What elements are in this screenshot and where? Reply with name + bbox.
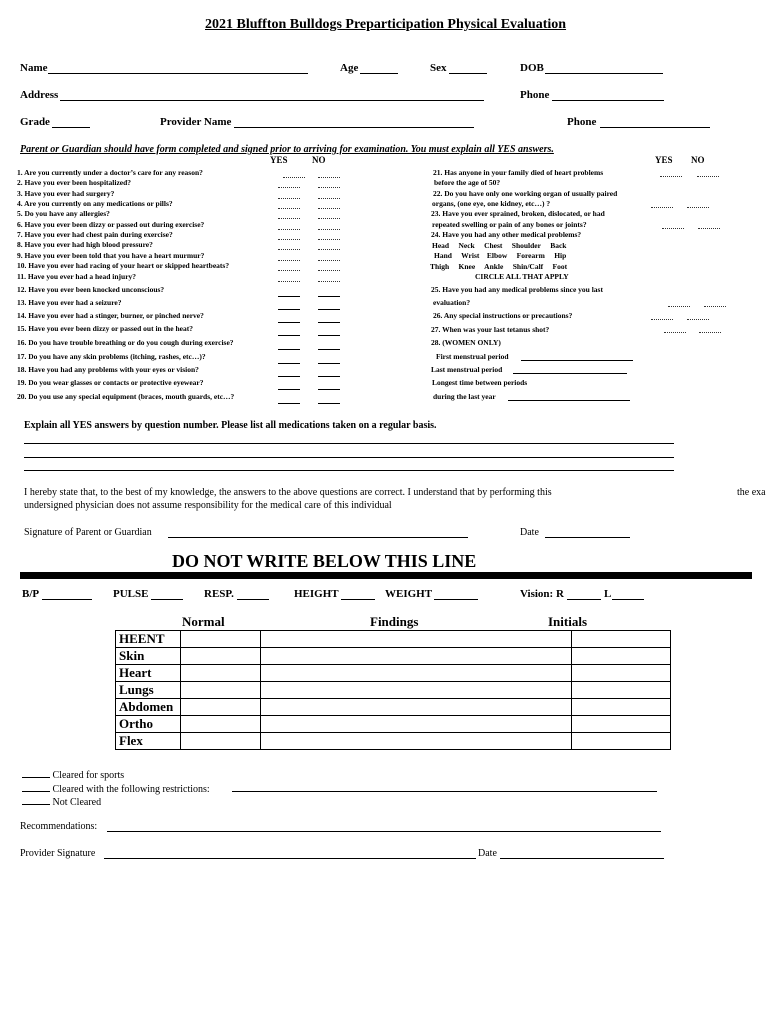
yes-answer-field[interactable]	[278, 208, 300, 209]
right-question-label: 27. When was your last tetanus shot?	[431, 325, 550, 334]
question-label: 13. Have you ever had a seizure?	[17, 298, 122, 307]
yes-answer-field[interactable]	[278, 403, 300, 404]
no-answer-field[interactable]	[318, 322, 340, 323]
parent-date-field[interactable]	[545, 537, 630, 538]
grade-field[interactable]	[52, 127, 90, 128]
do-not-write-heading: DO NOT WRITE BELOW THIS LINE	[172, 551, 477, 571]
normal-cell[interactable]	[181, 733, 261, 750]
yes-answer-field[interactable]	[278, 349, 300, 350]
exam-row	[116, 631, 671, 648]
right-question-label: 25. Have you had any medical problems since you last	[431, 285, 603, 294]
right-question-label: repeated swelling or pain of any bones or joints?	[432, 220, 587, 229]
vision-l-field[interactable]	[612, 599, 644, 600]
no-answer-field[interactable]	[318, 249, 340, 250]
right-no-header: NO	[691, 155, 705, 165]
initials-cell[interactable]	[572, 699, 671, 716]
no-answer-field[interactable]	[318, 403, 340, 404]
left-no-header: NO	[312, 155, 326, 165]
no-answer-field[interactable]	[318, 229, 340, 230]
no-answer-field[interactable]	[318, 218, 340, 219]
question-label: 15. Have you ever been dizzy or passed out in the heat?	[17, 324, 193, 333]
no-answer-field[interactable]	[318, 296, 340, 297]
yes-answer-field[interactable]	[278, 335, 300, 336]
no-answer-field[interactable]	[318, 198, 340, 199]
initials-cell[interactable]	[572, 631, 671, 648]
question-label: 3. Have you ever had surgery?	[17, 189, 115, 198]
findings-cell[interactable]	[261, 733, 572, 750]
yes-answer-field[interactable]	[278, 260, 300, 261]
question-label: 7. Have you ever had chest pain during exercise?	[17, 230, 173, 239]
normal-cell[interactable]	[181, 648, 261, 665]
no-answer-field[interactable]	[687, 207, 709, 208]
right-question-label: Thigh Knee Ankle Shin/Calf Foot	[430, 262, 568, 271]
no-answer-field[interactable]	[318, 177, 340, 178]
yes-answer-field[interactable]	[278, 376, 300, 377]
exam-row	[116, 699, 671, 716]
statement-line-1: I hereby state that, to the best of my knowledge, the answers to the above questions are correct. I understand that by performing this	[24, 487, 552, 498]
height-field[interactable]	[341, 599, 375, 600]
right-yes-header: YES	[655, 155, 673, 165]
normal-cell[interactable]	[181, 665, 261, 682]
page-title: 2021 Bluffton Bulldogs Preparticipation Physical Evaluation	[205, 17, 567, 32]
pulse-field[interactable]	[151, 599, 183, 600]
no-answer-field[interactable]	[318, 363, 340, 364]
normal-cell[interactable]	[181, 631, 261, 648]
question-label: 9. Have you ever been told that you have a heart murmur?	[17, 251, 205, 260]
phone-label: Phone	[520, 89, 550, 101]
phone-field[interactable]	[552, 100, 664, 101]
sex-label: Sex	[430, 62, 447, 74]
provider-date-label: Date	[478, 848, 497, 859]
parent-date-label: Date	[520, 527, 539, 538]
height-label: HEIGHT	[294, 588, 339, 600]
divider-bar	[20, 572, 752, 579]
question-label: 1. Are you currently under a doctor’s care for any reason?	[17, 168, 203, 177]
yes-answer-field[interactable]	[662, 228, 684, 229]
exam-row	[116, 682, 671, 699]
statement-overflow: the exa	[737, 487, 766, 498]
initials-cell[interactable]	[572, 665, 671, 682]
yes-answer-field[interactable]	[668, 306, 690, 307]
provider-signature-label: Provider Signature	[20, 848, 96, 859]
bp-field[interactable]	[42, 599, 92, 600]
findings-cell[interactable]	[261, 682, 572, 699]
no-answer-field[interactable]	[318, 281, 340, 282]
right-question-label: evaluation?	[433, 298, 471, 307]
clearance-label: Cleared for sports	[52, 770, 125, 781]
findings-header: Findings	[370, 614, 419, 629]
right-question-label: CIRCLE ALL THAT APPLY	[475, 272, 569, 281]
right-question-label: 26. Any special instructions or precautions?	[433, 311, 573, 320]
name-label: Name	[20, 62, 48, 74]
parent-signature-label: Signature of Parent or Guardian	[24, 527, 152, 538]
exam-row-label: Ortho	[116, 716, 181, 733]
menstrual-field[interactable]	[513, 373, 627, 374]
sex-field[interactable]	[449, 73, 487, 74]
findings-cell[interactable]	[261, 665, 572, 682]
right-question-label: before the age of 50?	[434, 178, 501, 187]
yes-answer-field[interactable]	[278, 363, 300, 364]
initials-cell[interactable]	[572, 648, 671, 665]
clearance-option[interactable]	[22, 781, 210, 795]
clearance-label: Not Cleared	[52, 797, 102, 808]
age-field[interactable]	[360, 73, 398, 74]
left-yes-header: YES	[270, 155, 288, 165]
address-label: Address	[20, 89, 59, 101]
no-answer-field[interactable]	[698, 228, 720, 229]
no-answer-field[interactable]	[318, 389, 340, 390]
explain-line[interactable]	[24, 470, 674, 471]
no-answer-field[interactable]	[318, 376, 340, 377]
weight-field[interactable]	[434, 599, 478, 600]
clearance-label: Cleared with the following restrictions:	[52, 784, 210, 795]
yes-answer-field[interactable]	[278, 249, 300, 250]
question-label: 10. Have you ever had racing of your heart or skipped heartbeats?	[17, 261, 230, 270]
no-answer-field[interactable]	[699, 332, 721, 333]
question-label: 19. Do you wear glasses or contacts or protective eyewear?	[17, 378, 204, 387]
yes-answer-field[interactable]	[651, 207, 673, 208]
right-question-label: Hand Wrist Elbow Forearm Hip	[434, 251, 567, 260]
menstrual-field[interactable]	[521, 360, 633, 361]
question-label: 4. Are you currently on any medications or pills?	[17, 199, 173, 208]
no-answer-field[interactable]	[318, 208, 340, 209]
exam-row	[116, 716, 671, 733]
provider-phone-label: Phone	[567, 116, 597, 128]
no-answer-field[interactable]	[318, 349, 340, 350]
resp-label: RESP.	[204, 588, 234, 600]
question-label: 5. Do you have any allergies?	[17, 209, 110, 218]
no-answer-field[interactable]	[697, 176, 719, 177]
question-label: 18. Have you had any problems with your eyes or vision?	[17, 365, 199, 374]
yes-answer-field[interactable]	[278, 229, 300, 230]
initials-cell[interactable]	[572, 716, 671, 733]
question-label: 16. Do you have trouble breathing or do you cough during exercise?	[17, 338, 234, 347]
provider-name-field[interactable]	[234, 127, 474, 128]
exam-row-label: Abdomen	[116, 699, 181, 716]
name-field[interactable]	[48, 73, 308, 74]
right-question-label: First menstrual period	[436, 352, 509, 361]
initials-header: Initials	[548, 614, 588, 629]
initials-cell[interactable]	[572, 733, 671, 750]
no-answer-field[interactable]	[318, 239, 340, 240]
yes-answer-field[interactable]	[278, 239, 300, 240]
clearance-option[interactable]	[22, 794, 101, 808]
right-question-label: organs, (one eye, one kidney, etc…) ?	[432, 199, 551, 208]
provider-signature-field[interactable]	[104, 858, 476, 859]
recommendations-label: Recommendations:	[20, 821, 98, 832]
right-question-label: during the last year	[433, 392, 496, 401]
weight-label: WEIGHT	[385, 588, 433, 600]
yes-answer-field[interactable]	[278, 187, 300, 188]
vision-l-label: L	[604, 588, 612, 600]
yes-answer-field[interactable]	[278, 270, 300, 271]
normal-cell[interactable]	[181, 716, 261, 733]
resp-field[interactable]	[237, 599, 269, 600]
yes-answer-field[interactable]	[283, 177, 305, 178]
vision-r-field[interactable]	[567, 599, 601, 600]
explain-line[interactable]	[24, 443, 674, 444]
right-question-label: 23. Have you ever sprained, broken, dislocated, or had	[431, 209, 605, 218]
menstrual-field[interactable]	[508, 400, 630, 401]
yes-answer-field[interactable]	[278, 296, 300, 297]
right-question-label: Head Neck Chest Shoulder Back	[432, 241, 567, 250]
no-answer-field[interactable]	[318, 335, 340, 336]
dob-label: DOB	[520, 62, 544, 74]
dob-field[interactable]	[545, 73, 663, 74]
exam-row-label: HEENT	[116, 631, 181, 648]
grade-label: Grade	[20, 116, 50, 128]
explain-line[interactable]	[24, 457, 674, 458]
yes-answer-field[interactable]	[278, 218, 300, 219]
recommendations-field[interactable]	[107, 831, 661, 832]
provider-phone-field[interactable]	[600, 127, 710, 128]
no-answer-field[interactable]	[687, 319, 709, 320]
exam-row	[116, 733, 671, 750]
right-question-label: Last menstrual period	[431, 365, 503, 374]
no-answer-field[interactable]	[318, 260, 340, 261]
yes-answer-field[interactable]	[664, 332, 686, 333]
findings-cell[interactable]	[261, 648, 572, 665]
yes-answer-field[interactable]	[278, 309, 300, 310]
yes-answer-field[interactable]	[651, 319, 673, 320]
address-field[interactable]	[60, 100, 484, 101]
right-question-label: Longest time between periods	[432, 378, 528, 387]
yes-answer-field[interactable]	[660, 176, 682, 177]
parent-signature-field[interactable]	[168, 537, 468, 538]
age-label: Age	[340, 62, 359, 74]
exam-row-label: Flex	[116, 733, 181, 750]
question-label: 2. Have you ever been hospitalized?	[17, 178, 132, 187]
question-label: 11. Have you ever had a head injury?	[17, 272, 137, 281]
yes-answer-field[interactable]	[278, 198, 300, 199]
initials-cell[interactable]	[572, 682, 671, 699]
yes-answer-field[interactable]	[278, 281, 300, 282]
normal-cell[interactable]	[181, 699, 261, 716]
yes-answer-field[interactable]	[278, 389, 300, 390]
clearance-option[interactable]	[22, 767, 124, 781]
no-answer-field[interactable]	[318, 309, 340, 310]
statement-line-2: undersigned physician does not assume responsibility for the medical care of this individual	[24, 500, 392, 511]
exam-row-label: Lungs	[116, 682, 181, 699]
normal-cell[interactable]	[181, 682, 261, 699]
exam-row	[116, 648, 671, 665]
right-question-label: 21. Has anyone in your family died of heart problems	[433, 168, 604, 177]
right-question-label: 28. (WOMEN ONLY)	[431, 338, 501, 347]
instruction-text: Parent or Guardian should have form completed and signed prior to arriving for examination. You must explain all YES answers.	[20, 144, 554, 155]
explain-label: Explain all YES answers by question number. Please list all medications taken on a regular basis.	[24, 420, 437, 431]
question-label: 8. Have you ever had high blood pressure?	[17, 240, 153, 249]
findings-cell[interactable]	[261, 631, 572, 648]
no-answer-field[interactable]	[318, 187, 340, 188]
findings-cell[interactable]	[261, 716, 572, 733]
question-label: 6. Have you ever been dizzy or passed out during exercise?	[17, 220, 205, 229]
bp-label: B/P	[22, 588, 40, 600]
question-label: 12. Have you ever been knocked unconscious?	[17, 285, 165, 294]
question-label: 14. Have you ever had a stinger, burner, or pinched nerve?	[17, 311, 204, 320]
yes-answer-field[interactable]	[278, 322, 300, 323]
no-answer-field[interactable]	[318, 270, 340, 271]
provider-date-field[interactable]	[500, 858, 664, 859]
question-label: 20. Do you use any special equipment (braces, mouth guards, etc…?	[17, 392, 235, 401]
exam-row-label: Skin	[116, 648, 181, 665]
right-question-label: 24. Have you had any other medical problems?	[431, 230, 582, 239]
question-label: 17. Do you have any skin problems (itching, rashes, etc…)?	[17, 352, 206, 361]
exam-table	[115, 630, 671, 750]
exam-row	[116, 665, 671, 682]
vision-r-label: Vision: R	[520, 588, 564, 600]
normal-header: Normal	[182, 614, 225, 629]
right-question-label: 22. Do you have only one working organ of usually paired	[433, 189, 618, 198]
exam-row-label: Heart	[116, 665, 181, 682]
no-answer-field[interactable]	[704, 306, 726, 307]
pulse-label: PULSE	[113, 588, 149, 600]
restrictions-field[interactable]	[232, 791, 657, 792]
findings-cell[interactable]	[261, 699, 572, 716]
provider-name-label: Provider Name	[160, 116, 232, 128]
